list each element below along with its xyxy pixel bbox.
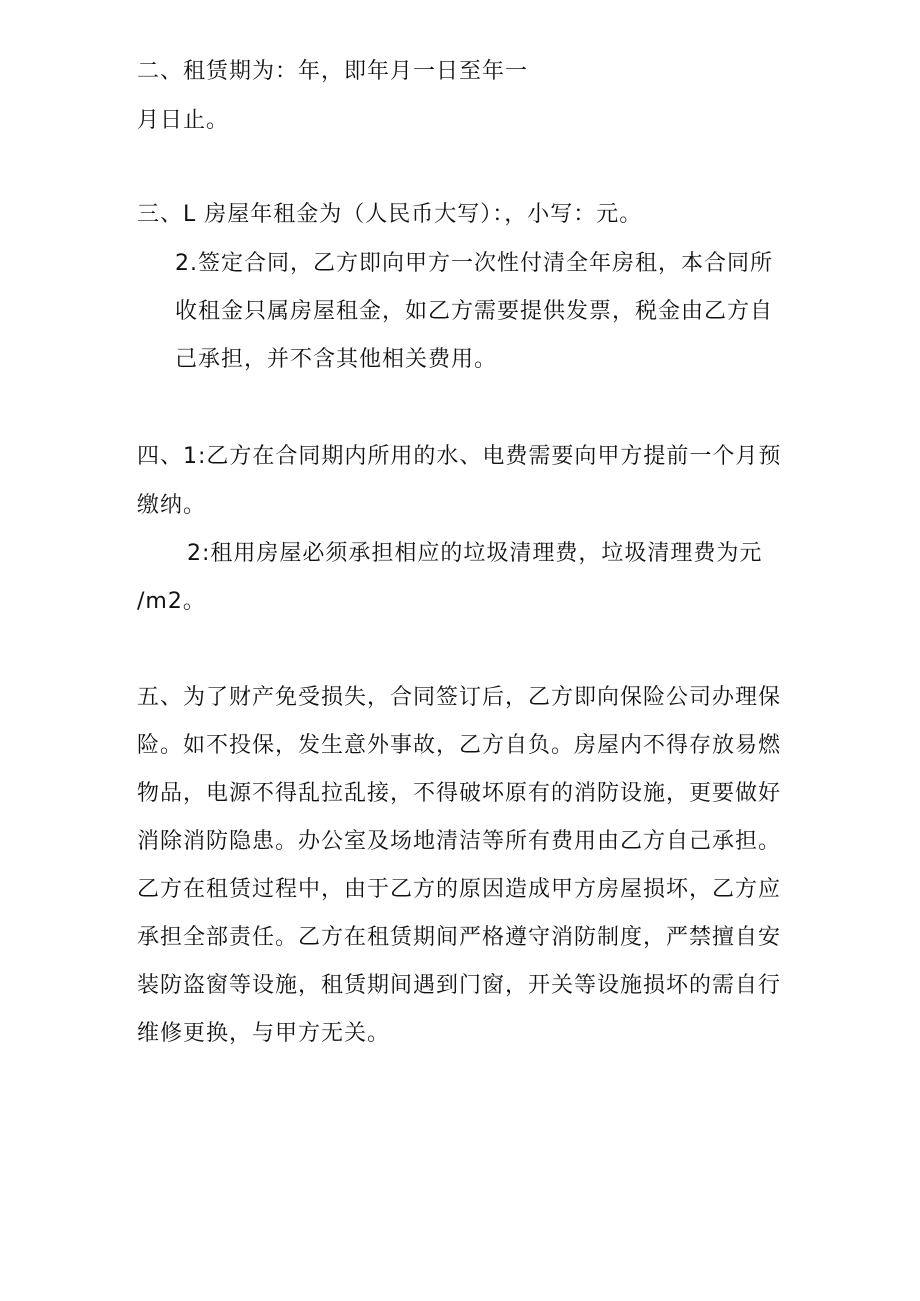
section-5-line-1: 五、为了财产免受损失，合同签订后，乙方即向保险公司办理保	[137, 685, 782, 710]
section-4-line-1: 四、1:乙方在合同期内所用的水、电费需要向甲方提前一个月预	[137, 444, 782, 469]
section-2-line-1: 二、租赁期为：年，即年月一日至年一	[137, 59, 529, 84]
section-5-line-4: 消除消防隐患。办公室及场地清洁等所有费用由乙方自己承担。	[137, 829, 782, 854]
section-2-line-2: 月日止。	[137, 108, 230, 133]
section-5-line-6: 承担全部责任。乙方在租赁期间严格遵守消防制度，严禁擅自安	[137, 925, 782, 950]
section-5-line-7: 装防盗窗等设施，租赁期间遇到门窗，开关等设施损坏的需自行	[137, 973, 782, 998]
section-3-line-3: 收租金只属房屋租金，如乙方需要提供发票，税金由乙方自	[175, 299, 774, 324]
section-5-line-2: 险。如不投保，发生意外事故，乙方自负。房屋内不得存放易燃	[137, 733, 782, 758]
section-3-line-4: 己承担，并不含其他相关费用。	[175, 347, 498, 372]
section-5-line-8: 维修更换，与甲方无关。	[137, 1021, 391, 1046]
section-3-line-1: 三、L 房屋年租金为（人民币大写）：，小写：元。	[137, 202, 643, 227]
section-5-line-5: 乙方在租赁过程中，由于乙方的原因造成甲方房屋损坏，乙方应	[137, 877, 782, 902]
section-4-line-2: 缴纳。	[137, 493, 207, 518]
section-4-line-3: 2:租用房屋必须承担相应的垃圾清理费，垃圾清理费为元	[187, 541, 763, 566]
section-4-line-4: /m2。	[137, 589, 206, 614]
section-3-line-2: 2.签定合同，乙方即向甲方一次性付清全年房租，本合同所	[175, 251, 773, 276]
section-5-line-3: 物品，电源不得乱拉乱接，不得破坏原有的消防设施，更要做好	[137, 781, 782, 806]
